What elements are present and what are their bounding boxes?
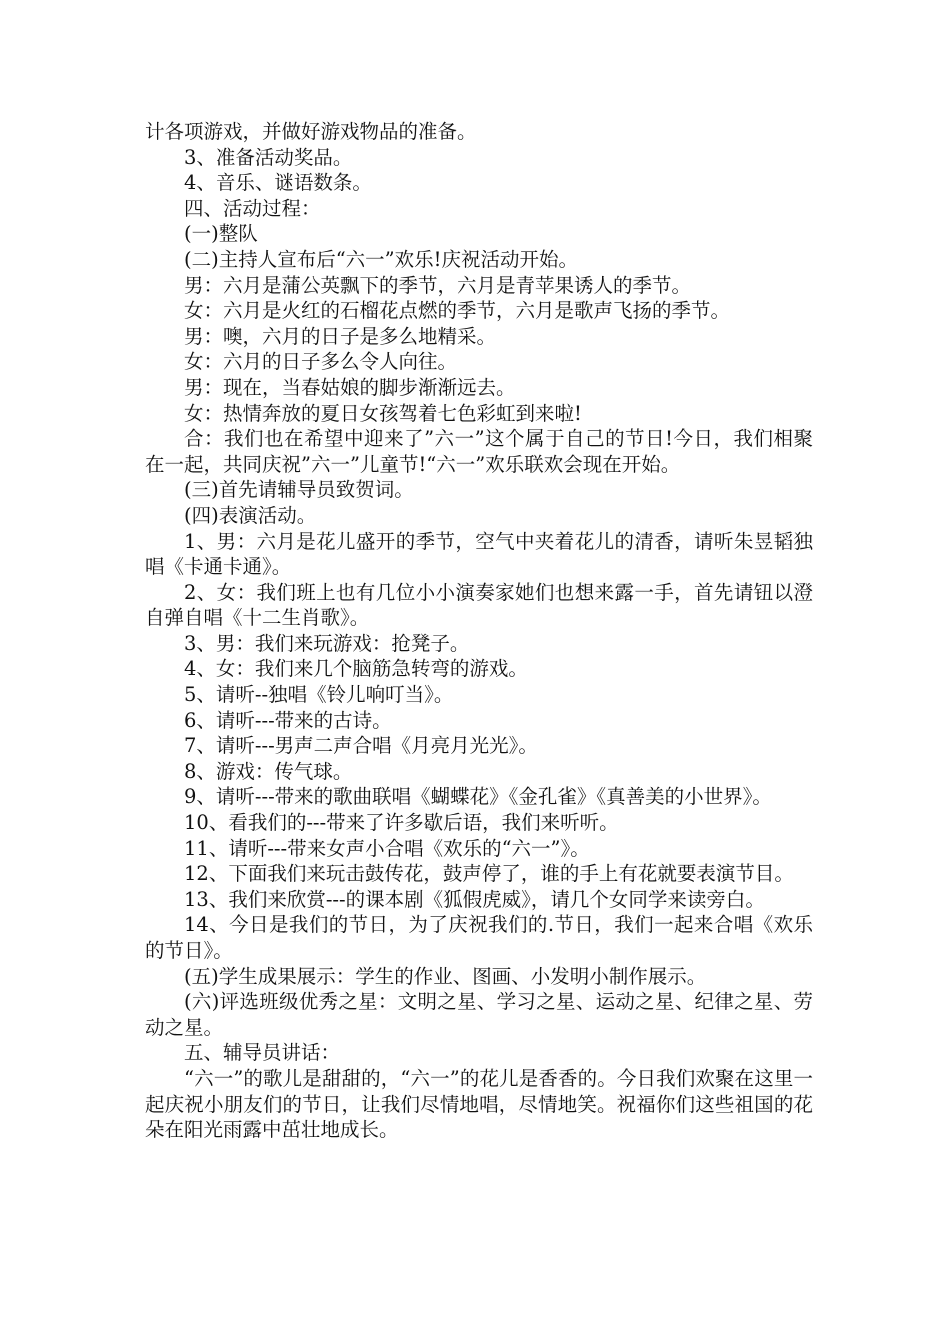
paragraph-13: 合：我们也在希望中迎来了”六一”这个属于自己的节日!今日，我们相聚在一起，共同庆祝”六一”儿童节!“六一”欢乐联欢会现在开始。 <box>145 427 813 476</box>
paragraph-15: (四)表演活动。 <box>184 503 317 527</box>
paragraph-18: 3、男：我们来玩游戏：抢凳子。 <box>184 631 470 655</box>
paragraph-11: 男：现在，当春姑娘的脚步渐渐远去。 <box>184 375 516 399</box>
paragraph-1: 计各项游戏，并做好游戏物品的准备。 <box>145 120 477 143</box>
paragraph-21: 6、请听---带来的古诗。 <box>184 708 392 732</box>
paragraph-31: (六)评选班级优秀之星：文明之星、学习之星、运动之星、纪律之星、劳动之星。 <box>145 990 813 1039</box>
paragraph-5: (一)整队 <box>184 222 258 246</box>
paragraph-10: 女：六月的日子多么令人向往。 <box>184 350 458 374</box>
paragraph-6: (二)主持人宣布后“六一”欢乐!庆祝活动开始。 <box>184 247 578 271</box>
paragraph-20: 5、请听--独唱《铃儿响叮当》。 <box>184 683 454 707</box>
paragraph-8: 女：六月是火红的石榴花点燃的季节，六月是歌声飞扬的季节。 <box>184 299 731 323</box>
paragraph-27: 12、下面我们来玩击鼓传花，鼓声停了，谁的手上有花就要表演节目。 <box>184 862 794 886</box>
paragraph-9: 男：噢，六月的日子是多么地精采。 <box>184 324 497 348</box>
paragraph-28: 13、我们来欣赏---的课本剧《狐假虎威》，请几个女同学来读旁白。 <box>184 887 765 911</box>
paragraph-2: 3、准备活动奖品。 <box>184 145 353 169</box>
paragraph-12: 女：热情奔放的夏日女孩驾着七色彩虹到来啦! <box>184 401 582 425</box>
paragraph-19: 4、女：我们来几个脑筋急转弯的游戏。 <box>184 657 528 681</box>
paragraph-33: “六一”的歌儿是甜甜的，“六一”的花儿是香香的。今日我们欢聚在这里一起庆祝小朋友们的节日，让我们尽情地唱，尽情地笑。祝福你们这些祖国的花朵在阳光雨露中茁壮地成长。 <box>145 1066 813 1142</box>
section-heading-counselor-speech: 五、辅导员讲话： <box>184 1041 341 1065</box>
paragraph-7: 男：六月是蒲公英飘下的季节，六月是青苹果诱人的季节。 <box>184 273 692 297</box>
paragraph-29: 14、今日是我们的节日，为了庆祝我们的.节日，我们一起来合唱《欢乐的节日》。 <box>145 913 813 962</box>
paragraph-14: (三)首先请辅导员致贺词。 <box>184 478 414 502</box>
paragraph-25: 10、看我们的---带来了许多歇后语，我们来听听。 <box>184 811 619 835</box>
document-body <box>145 119 813 1143</box>
paragraph-17: 2、女：我们班上也有几位小小演奏家她们也想来露一手，首先请钮以澄自弹自唱《十二生肖歌》。 <box>145 580 813 630</box>
paragraph-23: 8、游戏：传气球。 <box>184 759 353 783</box>
paragraph-3: 4、音乐、谜语数条。 <box>184 171 372 195</box>
section-heading-activity-process: 四、活动过程： <box>184 196 321 220</box>
paragraph-24: 9、请听---带来的歌曲联唱《蝴蝶花》《金孔雀》《真善美的小世界》。 <box>184 785 772 809</box>
paragraph-22: 7、请听---男声二声合唱《月亮月光光》。 <box>184 734 538 758</box>
paragraph-30: (五)学生成果展示：学生的作业、图画、小发明小制作展示。 <box>184 964 707 988</box>
paragraph-16: 1、男：六月是花儿盛开的季节，空气中夹着花儿的清香，请听朱昱韬独唱《卡通卡通》。 <box>145 529 813 579</box>
paragraph-26: 11、请听---带来女声小合唱《欢乐的“六一”》。 <box>184 836 590 860</box>
